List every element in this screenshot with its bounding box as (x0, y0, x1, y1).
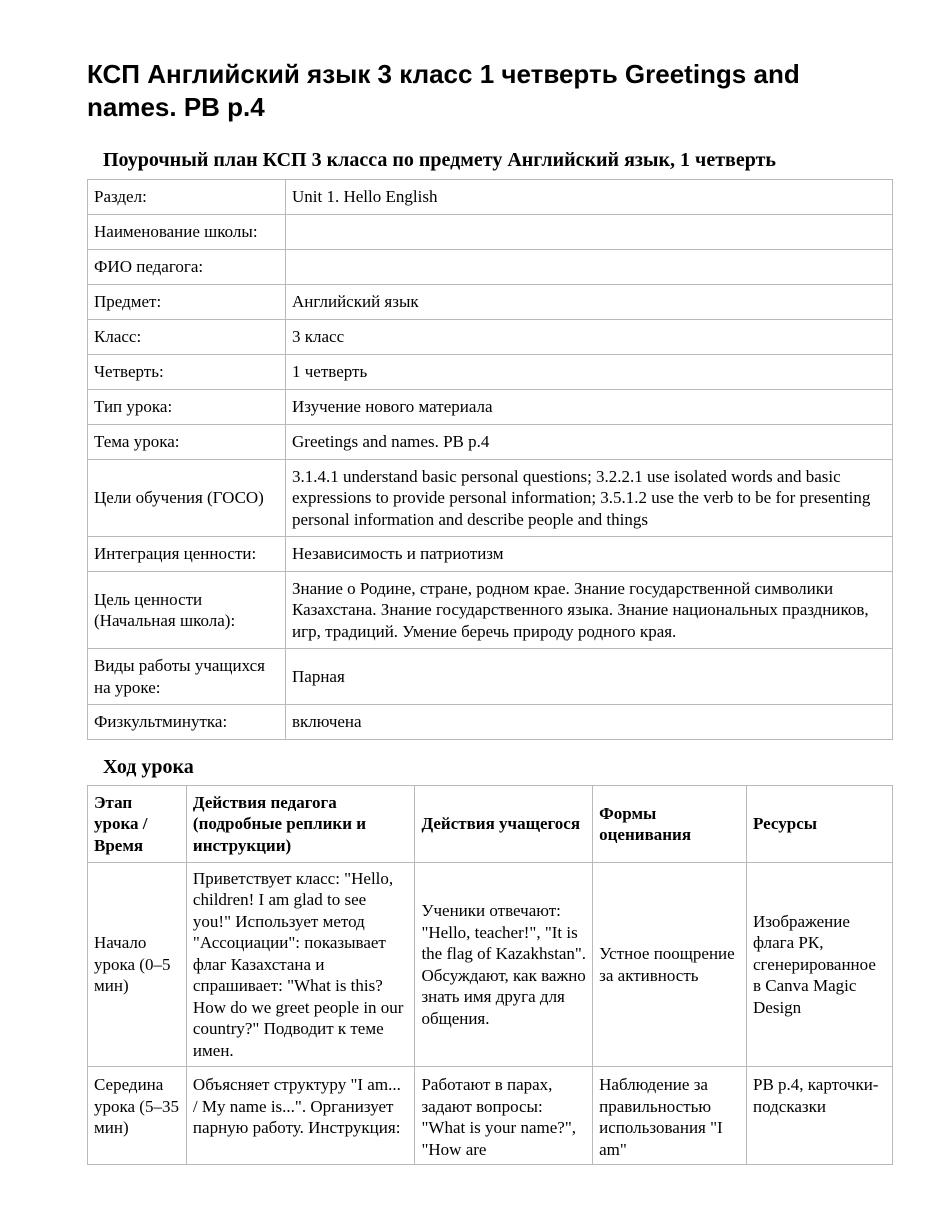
flow-header-cell: Этап урока / Время (88, 786, 187, 863)
flow-teacher-cell: Приветствует класс: "Hello, children! I am glad to see you!" Использует метод "Ассоциации": показывает флаг Казахстана и спрашивает: "What is this? How do we greet people in our country?" Подводит к теме имен. (186, 863, 415, 1067)
flow-student-cell: Работают в парах, задают вопросы: "What is your name?", "How are (415, 1067, 593, 1165)
info-value: Парная (286, 649, 893, 705)
info-value: Английский язык (286, 285, 893, 320)
info-row (88, 285, 893, 320)
flow-row (88, 1067, 893, 1165)
info-row (88, 355, 893, 390)
flow-header-cell: Ресурсы (747, 786, 893, 863)
info-label: Раздел: (88, 180, 286, 215)
flow-header-cell: Действия учащегося (415, 786, 593, 863)
info-row (88, 215, 893, 250)
flow-assessment-cell: Наблюдение за правильностью использования "I am" (593, 1067, 747, 1165)
flow-row (88, 863, 893, 1067)
page-title: КСП Английский язык 3 класс 1 четверть Greetings and names. PB p.4 (87, 59, 800, 122)
info-label: Класс: (88, 320, 286, 355)
info-label: Цели обучения (ГОСО) (88, 460, 286, 537)
info-value: 1 четверть (286, 355, 893, 390)
flow-header-cell: Действия педагога (подробные реплики и инструкции) (186, 786, 415, 863)
info-label: Тип урока: (88, 390, 286, 425)
info-row (88, 250, 893, 285)
info-value: включена (286, 705, 893, 740)
info-label: Предмет: (88, 285, 286, 320)
flow-resources-cell: PB p.4, карточки-подсказки (747, 1067, 893, 1165)
info-value: Знание о Родине, стране, родном крае. Знание государственной символики Казахстана. Знание государственного языка. Знание национальных праздников, игр, традиций. Умение беречь природу родного края. (286, 572, 893, 649)
info-row (88, 537, 893, 572)
info-row (88, 320, 893, 355)
info-row (88, 180, 893, 215)
info-value (286, 250, 893, 285)
flow-assessment-cell: Устное поощрение за активность (593, 863, 747, 1067)
info-value: Greetings and names. PB p.4 (286, 425, 893, 460)
flow-resources-cell: Изображение флага РК, сгенерированное в Canva Magic Design (747, 863, 893, 1067)
info-value: 3 класс (286, 320, 893, 355)
info-row (88, 649, 893, 705)
info-value: Unit 1. Hello English (286, 180, 893, 215)
flow-header-cell: Формы оценивания (593, 786, 747, 863)
flow-teacher-cell: Объясняет структуру "I am... / My name is...". Организует парную работу. Инструкция: (186, 1067, 415, 1165)
flow-student-cell: Ученики отвечают: "Hello, teacher!", "It is the flag of Kazakhstan". Обсуждают, как важно знать имя друга для общения. (415, 863, 593, 1067)
info-row (88, 705, 893, 740)
info-value: Независимость и патриотизм (286, 537, 893, 572)
flow-header-row (88, 786, 893, 863)
info-label: Интеграция ценности: (88, 537, 286, 572)
info-label: Четверть: (88, 355, 286, 390)
info-row (88, 460, 893, 537)
info-label: Наименование школы: (88, 215, 286, 250)
info-value (286, 215, 893, 250)
info-label: Виды работы учащихся на уроке: (88, 649, 286, 705)
plan-heading: Поурочный план КСП 3 класса по предмету Английский язык, 1 четверть (103, 149, 776, 171)
info-label: Цель ценности (Начальная школа): (88, 572, 286, 649)
info-label: ФИО педагога: (88, 250, 286, 285)
info-label: Физкультминутка: (88, 705, 286, 740)
info-value: 3.1.4.1 understand basic personal questions; 3.2.2.1 use isolated words and basic expressions to provide personal information; 3.5.1.2 use the verb to be for presenting personal information and describe people and things (286, 460, 893, 537)
flow-stage-cell: Начало урока (0–5 мин) (88, 863, 187, 1067)
info-value: Изучение нового материала (286, 390, 893, 425)
flow-heading: Ход урока (103, 756, 194, 778)
info-row (88, 390, 893, 425)
lesson-info-table (87, 179, 893, 740)
lesson-flow-table (87, 785, 893, 1165)
flow-stage-cell: Середина урока (5–35 мин) (88, 1067, 187, 1165)
info-row (88, 425, 893, 460)
info-row (88, 572, 893, 649)
info-label: Тема урока: (88, 425, 286, 460)
